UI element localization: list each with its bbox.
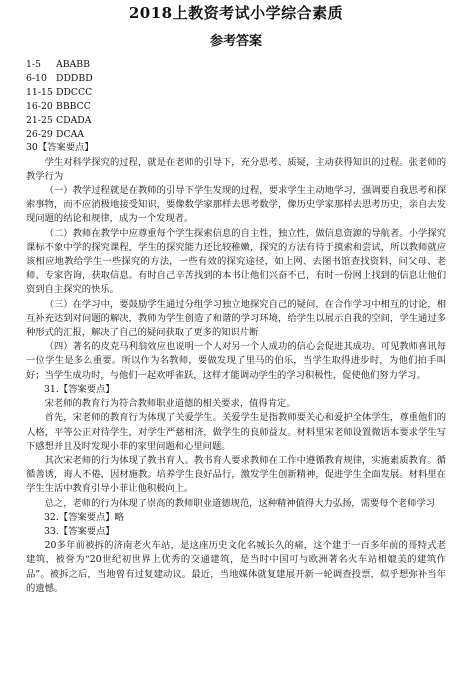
question-31 bbox=[26, 383, 446, 511]
page-subtitle: 参考答案 bbox=[209, 34, 262, 49]
answer-list bbox=[26, 58, 446, 141]
answer-value: CDADA bbox=[56, 114, 92, 126]
answer-value: DDCCC bbox=[56, 86, 93, 98]
q32-number: 32. bbox=[44, 511, 59, 523]
answer-value: BBBCC bbox=[56, 100, 91, 112]
answer-range: 21-25 bbox=[26, 114, 53, 126]
question-32 bbox=[26, 511, 446, 525]
answer-row bbox=[26, 100, 446, 114]
answer-range: 6-10 bbox=[26, 72, 47, 84]
answer-row bbox=[26, 128, 446, 142]
answer-range: 26-29 bbox=[26, 128, 53, 140]
q30-paragraph: 学生对科学探究的过程，就是在老师的引导下，充分思考、质疑，主动获得知识的过程。张老师的教学行为 bbox=[26, 156, 446, 182]
q33-heading bbox=[26, 525, 446, 539]
q31-heading bbox=[26, 383, 446, 397]
answer-range: 11-15 bbox=[26, 86, 53, 98]
answer-value: DDDBD bbox=[56, 72, 93, 84]
q30-paragraph: （一）教学过程就是在教师的引导下学生发现的过程，要求学生主动地学习，强调要自我思考和探索事物，而不应消极地接受知识，要像数学家那样去思考数学，像历史学家那样去思考历史，亲自去发现问题的结论和规律，成为一个发现者。 bbox=[26, 185, 446, 225]
q32-heading-text: 【答案要点】 bbox=[58, 511, 115, 523]
answer-range: 1-5 bbox=[26, 59, 41, 70]
q31-heading-text: 【答案要点】 bbox=[58, 383, 115, 395]
q33-heading-text: 【答案要点】 bbox=[58, 525, 115, 537]
answer-row bbox=[26, 58, 446, 72]
q30-heading: 30【答案要点】 bbox=[26, 142, 94, 154]
question-30 bbox=[26, 141, 446, 382]
q31-paragraph: 首先，宋老师的教育行为体现了关爱学生。关爱学生是指教师要关心和爱护全体学生，尊重他们的人格，平等公正对待学生，对学生严慈相济，做学生的良师益友。材料里宋老师设置微语本要求学生写下感想并且及时发现小菲的家里问题和心里问题。 bbox=[26, 412, 446, 452]
answer-row bbox=[26, 114, 446, 128]
answer-row bbox=[26, 86, 446, 100]
q32-heading bbox=[26, 511, 446, 525]
q33-number: 33. bbox=[44, 525, 59, 537]
q31-paragraph: 总之，老师的行为体现了崇高的教师职业道德规范，这种精神值得大力弘扬，需要每个老师学习 bbox=[44, 497, 436, 509]
q32-answer: 略 bbox=[114, 511, 124, 523]
q31-paragraph: 其次宋老师的行为体现了教书育人。教书育人要求教师在工作中遵循教育规律，实施素质教育。循循善诱，诲人不倦，因材施教。培养学生良好品行，激发学生创新精神，促进学生全面发展。材料里在学生生活中教育引导小菲让他积极向上。 bbox=[26, 454, 446, 495]
answer-row bbox=[26, 72, 446, 86]
answer-range: 16-20 bbox=[26, 100, 53, 112]
q33-paragraph: 20多年前被拆的济南老火车站，是这座历史文化名城长久的痛，这个建于一百多年前的哥特式老建筑，被誉为“20世纪初世界上优秀的交通建筑，是当时中国可与欧洲著名火车站相媲美的建筑作品”。被拆之后，当地曾有过复建动议。最近，当地媒体就复建展开新一轮调查投票，似乎想弥补当年的遗憾。 bbox=[26, 540, 446, 594]
q31-paragraph: 宋老师的教育行为符合教师职业道德的相关要求，值得肯定。 bbox=[44, 398, 296, 410]
answer-value: DCAA bbox=[56, 128, 84, 140]
answer-value: ABABB bbox=[56, 59, 90, 70]
q30-paragraph: （二）教师在教学中应尊重每个学生探索信息的自主性，独立性，做信息资源的导航者。小学探究课标不象中学的探究课程，学生的探究能力还比较稚嫩，探究的方法有待于摸索和尝试，所以教师就应该相应地教给学生一些探究的方法，一些有效的探究途径，如上网、去图书馆查找资料，问父母、老师、专家咨询，获取信息。有时自己辛苦找到的本书让他们兴奋不已，有时一份网上找到的信息让他们资到自主探究的快乐。 bbox=[26, 227, 446, 296]
page-title: 2018上教资考试小学综合素质 bbox=[128, 4, 344, 22]
q31-number: 31. bbox=[44, 383, 59, 395]
q30-paragraph: （四）著名的皮克马利翁效应也说明一个人对另一个人成功的信心会促进其成功。可见教师喜讯每一位学生是多么重要。所以作为名教师，要做发现了里马的伯乐，当学生取得进步时，为他们拍手叫好；当学生成功时，与他们一起欢呼雀跃，这样才能调动学生的学习积极性，促使他们努力学习。 bbox=[26, 341, 446, 381]
q30-paragraph: （三）在学习中，要鼓励学生通过分组学习独立地探究自己的疑问，在合作学习中相互的讨论，相互补充达到对问题的解决，教师为学生创造了和谐的学习环境，给学生以展示自我的空间，学生通过多种形式的汇报，解决了自己的疑问获取了更多的知识片断 bbox=[26, 298, 446, 339]
question-33 bbox=[26, 525, 446, 596]
